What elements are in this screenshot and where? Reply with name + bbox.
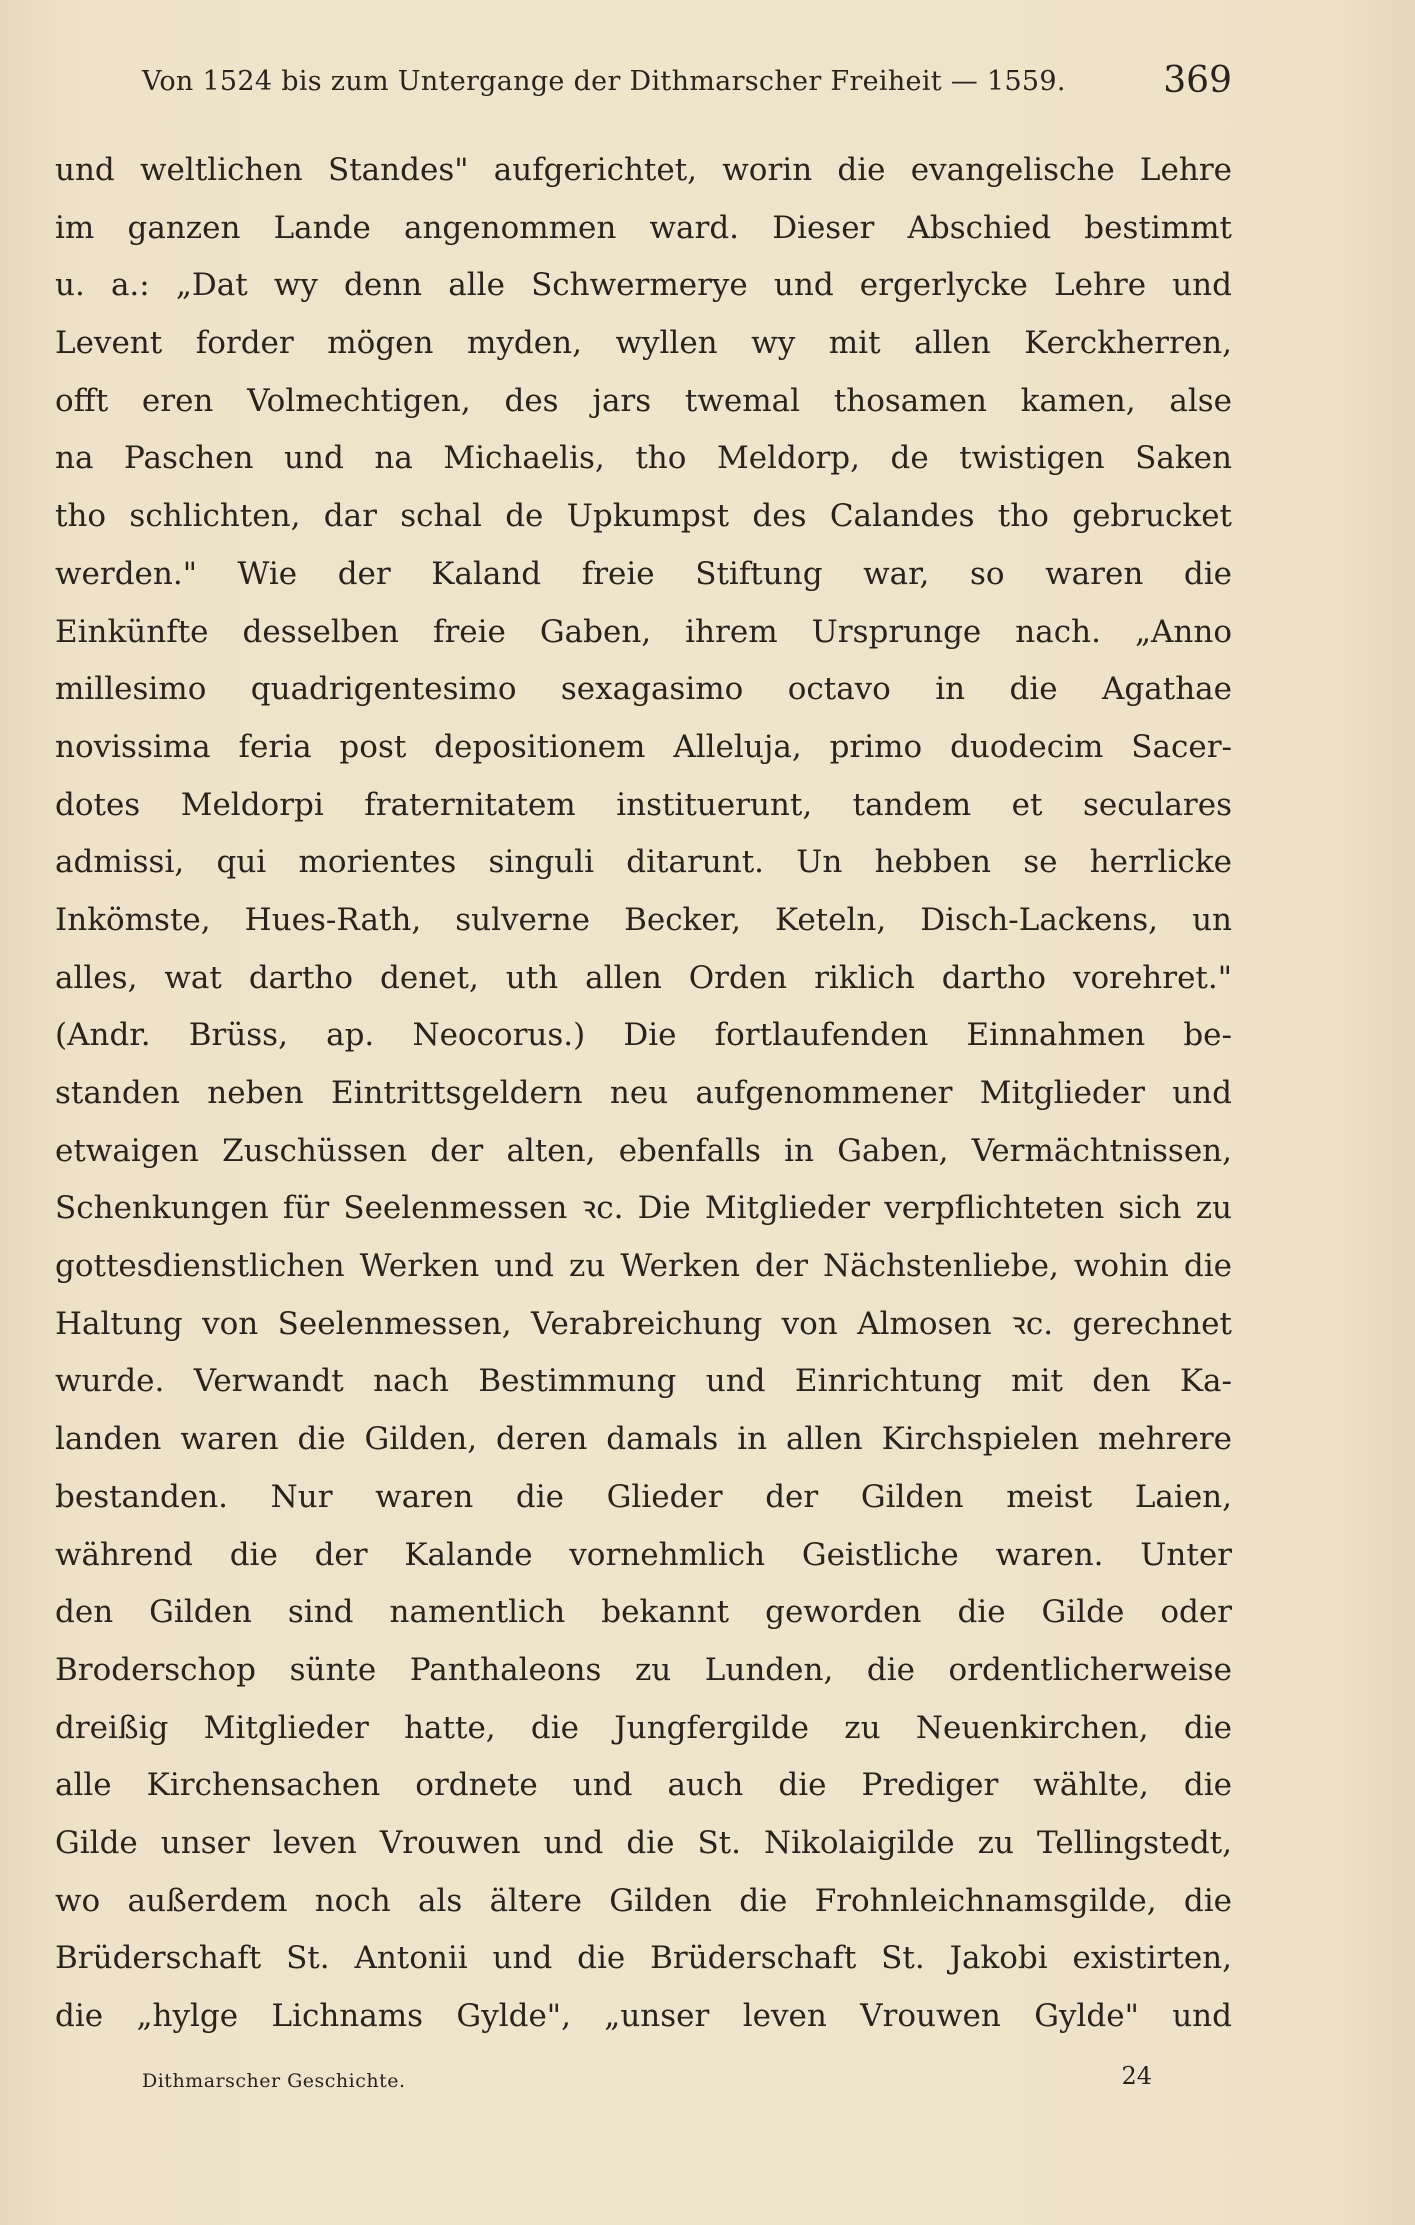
text-line: u. a.: „Dat wy denn alle Schwermerye und ergerlycke Lehre und xyxy=(55,267,1232,304)
page-footer xyxy=(142,2062,1152,2102)
text-line: dotes Meldorpi fraternitatem instituerunt, tandem et seculares xyxy=(55,786,1232,823)
page-header xyxy=(142,58,1232,108)
text-line: gottesdienstlichen Werken und zu Werken der Nächstenliebe, wohin die xyxy=(55,1248,1232,1285)
text-line: im ganzen Lande angenommen ward. Dieser Abschied bestimmt xyxy=(55,209,1232,246)
text-line: (Andr. Brüss, ap. Neocorus.) Die fortlaufenden Einnahmen be- xyxy=(55,1017,1232,1054)
sheet-mark: 24 xyxy=(1121,2062,1152,2090)
text-line: Haltung von Seelenmessen, Verabreichung von Almosen ꝛc. gerechnet xyxy=(55,1305,1232,1342)
footer-signature: Dithmarscher Geschichte. xyxy=(142,2070,406,2092)
text-line: die „hylge Lichnams Gylde", „unser leven Vrouwen Gylde" und xyxy=(55,1998,1232,2034)
text-line: offt eren Volmechtigen, des jars twemal thosamen kamen, alse xyxy=(55,382,1232,419)
text-line: landen waren die Gilden, deren damals in allen Kirchspielen mehrere xyxy=(55,1421,1232,1458)
text-line: tho schlichten, dar schal de Upkumpst des Calandes tho gebrucket xyxy=(55,498,1232,535)
text-line: Schenkungen für Seelenmessen ꝛc. Die Mitglieder verpflichteten sich zu xyxy=(55,1190,1232,1227)
text-line: den Gilden sind namentlich bekannt geworden die Gilde oder xyxy=(55,1594,1232,1631)
text-line: während die der Kalande vornehmlich Geistliche waren. Unter xyxy=(55,1536,1232,1573)
text-line: dreißig Mitglieder hatte, die Jungfergilde zu Neuenkirchen, die xyxy=(55,1709,1232,1746)
page-number: 369 xyxy=(1163,60,1232,101)
text-line: alle Kirchensachen ordnete und auch die Prediger wählte, die xyxy=(55,1767,1232,1804)
text-line: und weltlichen Standes" aufgerichtet, worin die evangelische Lehre xyxy=(55,152,1232,188)
running-title: Von 1524 bis zum Untergange der Dithmarscher Freiheit — 1559. xyxy=(142,66,1066,97)
text-line: Inkömste, Hues-Rath, sulverne Becker, Keteln, Disch-Lackens, un xyxy=(55,901,1232,938)
text-line: Einkünfte desselben freie Gaben, ihrem Ursprunge nach. „Anno xyxy=(55,613,1232,650)
text-line: werden." Wie der Kaland freie Stiftung war, so waren die xyxy=(55,555,1232,592)
text-line: wurde. Verwandt nach Bestimmung und Einrichtung mit den Ka- xyxy=(55,1363,1232,1400)
text-line: millesimo quadrigentesimo sexagasimo octavo in die Agathae xyxy=(55,671,1232,708)
text-line: wo außerdem noch als ältere Gilden die Frohnleichnamsgilde, die xyxy=(55,1882,1232,1919)
text-line: etwaigen Zuschüssen der alten, ebenfalls in Gaben, Vermächtnissen, xyxy=(55,1132,1232,1169)
body-text xyxy=(55,142,1232,2046)
text-line: bestanden. Nur waren die Glieder der Gilden meist Laien, xyxy=(55,1478,1232,1515)
text-line: Brüderschaft St. Antonii und die Brüderschaft St. Jakobi existirten, xyxy=(55,1940,1232,1977)
text-line: admissi, qui morientes singuli ditarunt. Un hebben se herrlicke xyxy=(55,844,1232,881)
text-line: Broderschop sünte Panthaleons zu Lunden, die ordentlicherweise xyxy=(55,1651,1232,1688)
text-line: novissima feria post depositionem Alleluja, primo duodecim Sacer- xyxy=(55,728,1232,765)
text-line: Levent forder mögen myden, wyllen wy mit allen Kerckherren, xyxy=(55,325,1232,362)
text-line: standen neben Eintrittsgeldern neu aufgenommener Mitglieder und xyxy=(55,1075,1232,1111)
text-line: na Paschen und na Michaelis, tho Meldorp, de twistigen Saken xyxy=(55,440,1232,477)
text-line: Gilde unser leven Vrouwen und die St. Nikolaigilde zu Tellingstedt, xyxy=(55,1824,1232,1861)
text-line: alles, wat dartho denet, uth allen Orden riklich dartho vorehret." xyxy=(55,959,1232,996)
